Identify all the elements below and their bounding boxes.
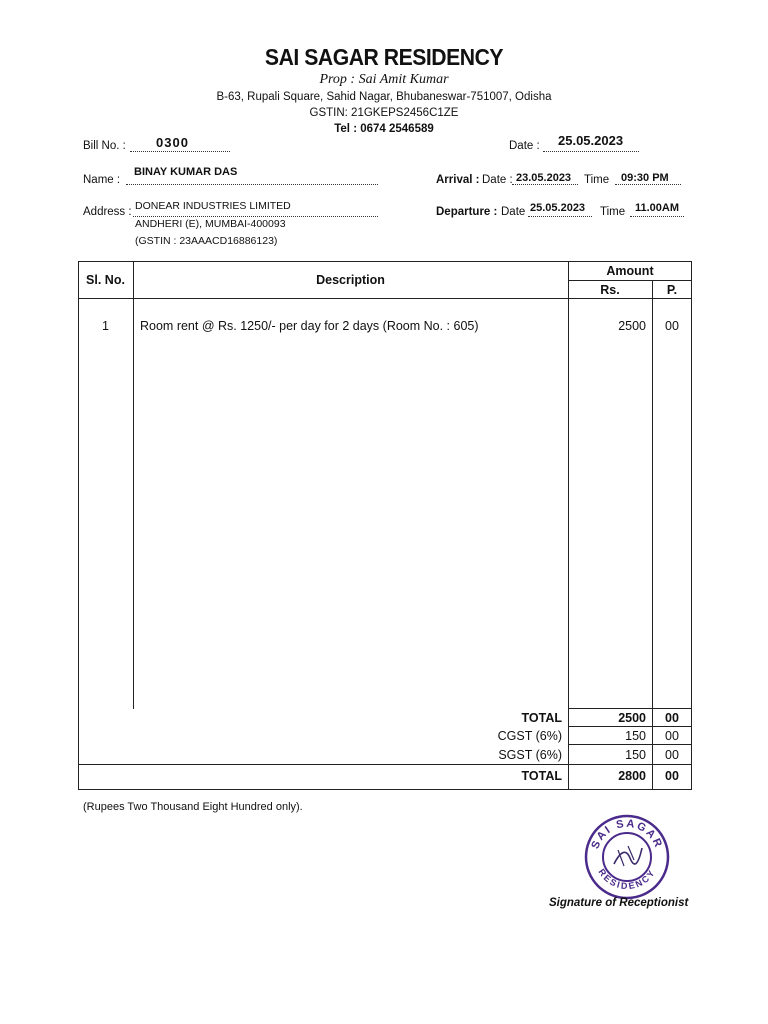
grand-total-top-line xyxy=(78,764,692,765)
bill-no-value: 0300 xyxy=(156,135,189,150)
customer-gstin: (GSTIN : 23AAACD16886123) xyxy=(135,235,278,247)
arrival-time-label: Time xyxy=(584,174,610,186)
customer-address-line1: DONEAR INDUSTRIES LIMITED xyxy=(135,200,291,212)
cgst-p: 00 xyxy=(665,729,679,743)
date-value: 25.05.2023 xyxy=(558,133,624,148)
signature-label: Signature of Receptionist xyxy=(549,897,689,909)
header-p: P. xyxy=(666,283,678,297)
arrival-date-line xyxy=(512,184,578,185)
sgst-rs: 150 xyxy=(625,748,646,762)
proprietor: Prop : Sai Amit Kumar xyxy=(319,72,449,87)
total-divider-2 xyxy=(568,744,692,745)
row-slno: 1 xyxy=(102,319,109,333)
sgst-label: SGST (6%) xyxy=(498,748,562,762)
stamp-text-top: SAI SAGAR xyxy=(589,817,665,851)
departure-date-label: Date xyxy=(501,206,526,218)
subtotal-p: 00 xyxy=(665,711,679,725)
stamp-inner-ring xyxy=(603,833,651,881)
header-bottom-line xyxy=(78,298,692,299)
row-description: Room rent @ Rs. 1250/- per day for 2 days (Room No. : 605) xyxy=(140,319,479,333)
business-address: B-63, Rupali Square, Sahid Nagar, Bhubaneswar-751007, Odisha xyxy=(216,91,552,103)
grand-total-rs: 2800 xyxy=(618,769,646,783)
stamp-signature-strokes xyxy=(618,846,634,866)
cgst-label: CGST (6%) xyxy=(497,729,562,743)
header-slno: Sl. No. xyxy=(86,273,125,287)
customer-address-line2: ANDHERI (E), MUMBAI-400093 xyxy=(135,218,286,230)
row-p: 00 xyxy=(665,319,679,333)
arrival-date-label: Date : xyxy=(482,174,513,186)
subtotal-label: TOTAL xyxy=(521,711,562,725)
departure-time-label: Time xyxy=(600,206,626,218)
arrival-date: 23.05.2023 xyxy=(516,172,572,184)
grand-total-p: 00 xyxy=(665,769,679,783)
business-gstin: GSTIN: 21GKEPS2456C1ZE xyxy=(309,107,459,119)
subtotal-rs: 2500 xyxy=(618,711,646,725)
amount-in-words: (Rupees Two Thousand Eight Hundred only). xyxy=(83,801,303,813)
col-divider-slno xyxy=(133,261,134,709)
business-name: SAI SAGAR RESIDENCY xyxy=(264,44,504,70)
address-label: Address : xyxy=(83,206,132,218)
row-rs: 2500 xyxy=(618,319,646,333)
total-divider-1 xyxy=(568,726,692,727)
total-top-line xyxy=(568,708,692,709)
departure-time-line xyxy=(630,216,684,217)
cgst-rs: 150 xyxy=(625,729,646,743)
name-line xyxy=(126,184,378,185)
header-description: Description xyxy=(316,273,385,287)
header-rs: Rs. xyxy=(600,283,620,297)
business-tel: Tel : 0674 2546589 xyxy=(334,123,434,135)
departure-date-line xyxy=(528,216,592,217)
arrival-label: Arrival : xyxy=(436,174,480,186)
departure-time: 11.00AM xyxy=(635,202,680,214)
stamp-text-bottom: RESIDENCY xyxy=(596,867,658,892)
arrival-time: 09:30 PM xyxy=(621,172,669,184)
bill-no-line xyxy=(130,151,230,152)
residency-stamp xyxy=(584,814,670,900)
date-label: Date : xyxy=(509,140,540,152)
date-line xyxy=(543,151,639,152)
customer-name: BINAY KUMAR DAS xyxy=(134,166,238,178)
sgst-p: 00 xyxy=(665,748,679,762)
departure-label: Departure : xyxy=(436,206,498,218)
departure-date: 25.05.2023 xyxy=(530,202,586,214)
amount-header-divider xyxy=(568,280,692,281)
header-amount: Amount xyxy=(606,264,654,278)
grand-total-label: TOTAL xyxy=(521,769,562,783)
name-label: Name : xyxy=(83,174,121,186)
arrival-time-line xyxy=(615,184,681,185)
address-line xyxy=(133,216,378,217)
bill-no-label: Bill No. : xyxy=(83,140,126,152)
